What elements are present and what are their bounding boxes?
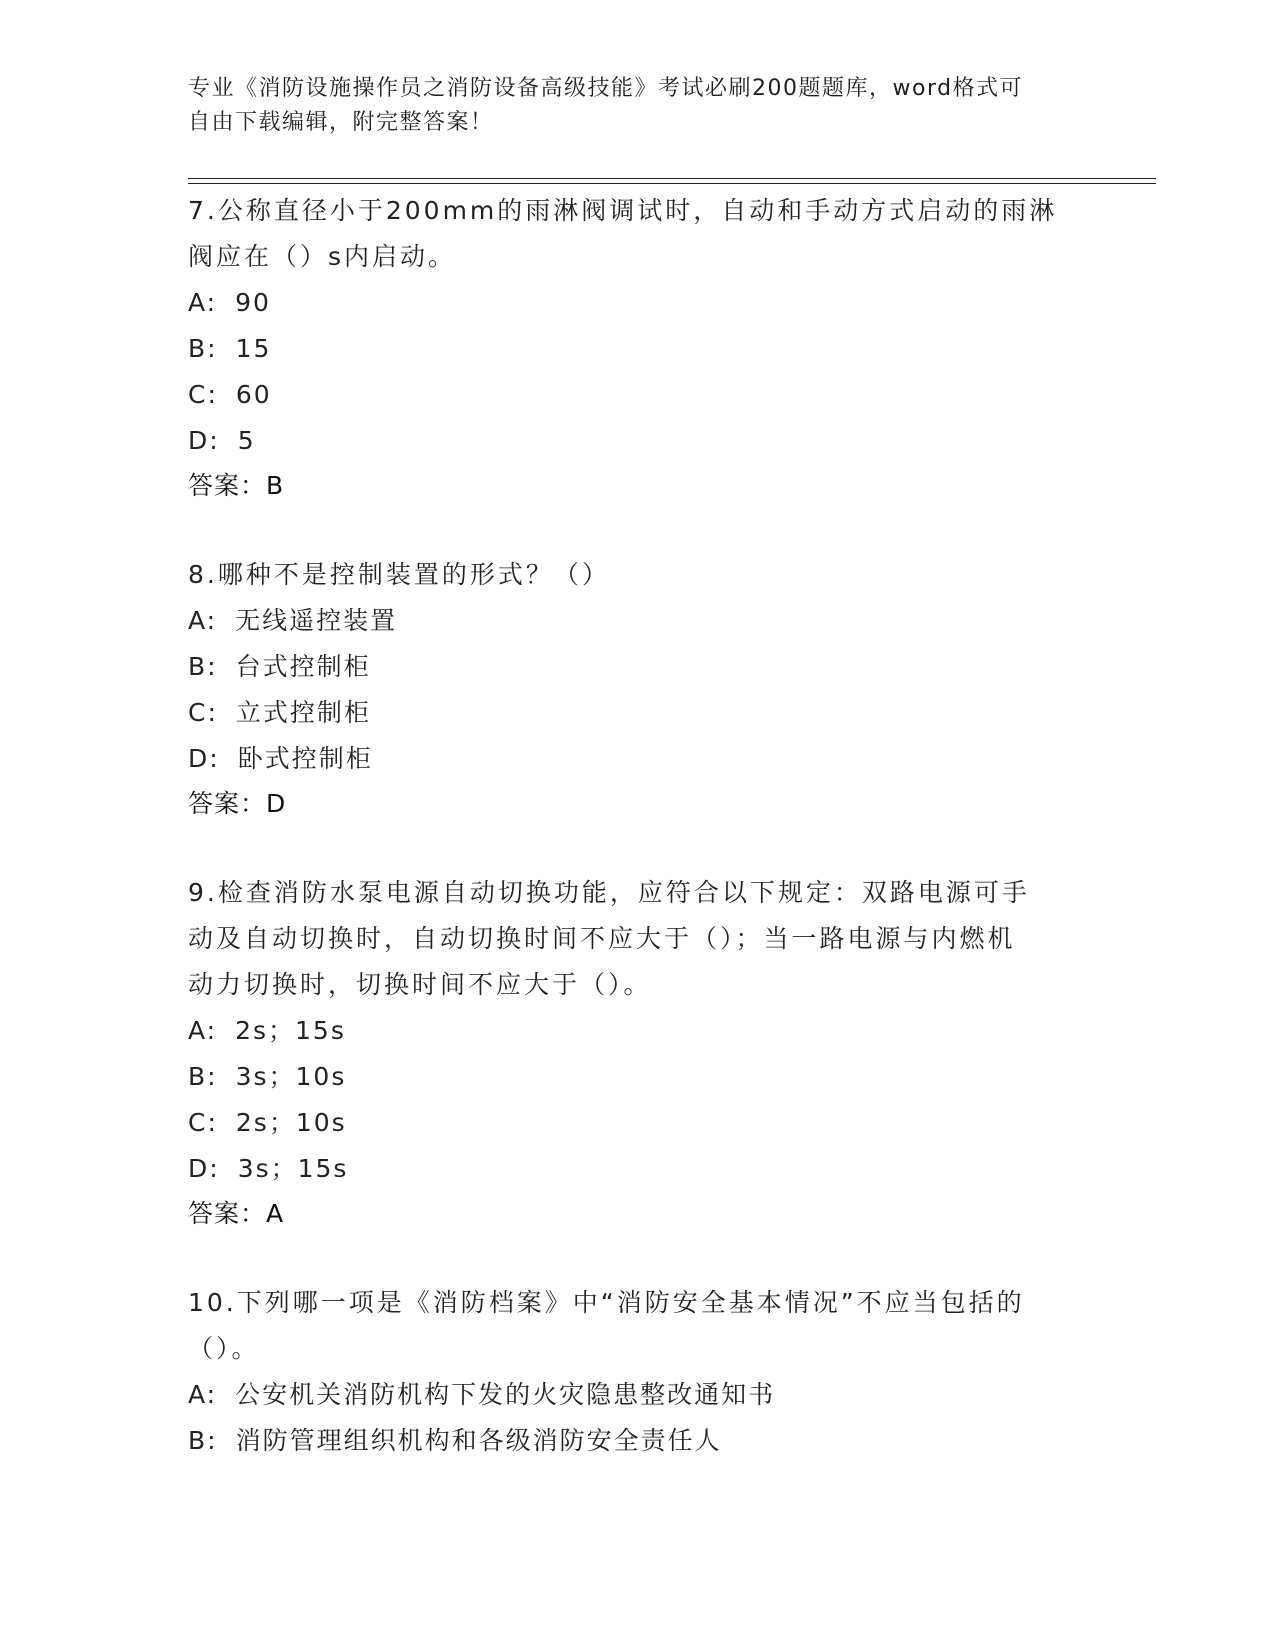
option-c (188, 690, 1088, 736)
option-text: 3s；10s (235, 1062, 347, 1091)
option-a (188, 598, 1088, 644)
question-9 (188, 870, 1088, 1236)
option-text: 15 (235, 334, 272, 363)
option-text: 90 (235, 288, 271, 317)
option-label: A: (188, 1016, 218, 1045)
option-text: 60 (235, 380, 272, 409)
option-text: 2s；10s (235, 1108, 347, 1137)
option-label: C: (188, 380, 218, 409)
option-d (188, 736, 1088, 782)
question-stem-line: 动力切换时，切换时间不应大于（）。 (188, 970, 652, 999)
option-text: 公安机关消防机构下发的火灾隐患整改通知书 (235, 1380, 776, 1409)
option-label: A: (188, 606, 218, 635)
option-b (188, 326, 1088, 372)
option-label: D: (188, 1154, 220, 1183)
question-10 (188, 1280, 1088, 1464)
option-text: 3s；15s (237, 1154, 349, 1183)
option-d (188, 418, 1088, 464)
answer-line: 答案：A (188, 1199, 285, 1228)
option-label: A: (188, 288, 218, 317)
header-title-line-1: 专业《消防设施操作员之消防设备高级技能》考试必刷200题题库，word格式可 (188, 76, 1024, 101)
option-text: 无线遥控装置 (235, 606, 398, 635)
option-label: C: (188, 1108, 218, 1137)
option-a (188, 1008, 1088, 1054)
question-stem-line: 阀应在（）s内启动。 (188, 242, 457, 271)
question-7 (188, 188, 1088, 508)
question-stem-line: 9.检查消防水泵电源自动切换功能，应符合以下规定：双路电源可手 (188, 878, 1030, 907)
question-list (188, 188, 1088, 1508)
question-stem-line: 8.哪种不是控制装置的形式？（） (188, 560, 610, 589)
question-stem-line: 动及自动切换时，自动切换时间不应大于（）；当一路电源与内燃机 (188, 924, 1016, 953)
option-d (188, 1146, 1088, 1192)
option-label: B: (188, 652, 218, 681)
option-a (188, 280, 1088, 326)
option-text: 消防管理组织机构和各级消防安全责任人 (235, 1426, 722, 1455)
option-text: 立式控制柜 (235, 698, 371, 727)
option-label: B: (188, 1426, 218, 1455)
option-c (188, 1100, 1088, 1146)
option-text: 台式控制柜 (235, 652, 371, 681)
question-stem-line: （）。 (188, 1334, 260, 1363)
question-stem-line: 10.下列哪一项是《消防档案》中“消防安全基本情况”不应当包括的 (188, 1288, 1025, 1317)
option-b (188, 1418, 1088, 1464)
option-label: B: (188, 334, 218, 363)
option-label: A: (188, 1380, 218, 1409)
option-text: 5 (237, 426, 256, 455)
option-label: D: (188, 744, 220, 773)
document-header (188, 72, 1068, 140)
option-c (188, 372, 1088, 418)
answer-line: 答案：B (188, 471, 285, 500)
question-stem-line: 7.公称直径小于200mm的雨淋阀调试时，自动和手动方式启动的雨淋 (188, 196, 1058, 225)
header-title-line-2: 自由下载编辑，附完整答案！ (188, 110, 494, 135)
option-a (188, 1372, 1088, 1418)
option-text: 卧式控制柜 (237, 744, 373, 773)
option-label: D: (188, 426, 220, 455)
question-8 (188, 552, 1088, 826)
option-b (188, 644, 1088, 690)
option-text: 2s；15s (235, 1016, 346, 1045)
header-divider-bottom (188, 183, 1156, 184)
header-divider-top (188, 178, 1156, 179)
answer-line: 答案：D (188, 789, 287, 818)
option-label: C: (188, 698, 218, 727)
option-label: B: (188, 1062, 218, 1091)
option-b (188, 1054, 1088, 1100)
